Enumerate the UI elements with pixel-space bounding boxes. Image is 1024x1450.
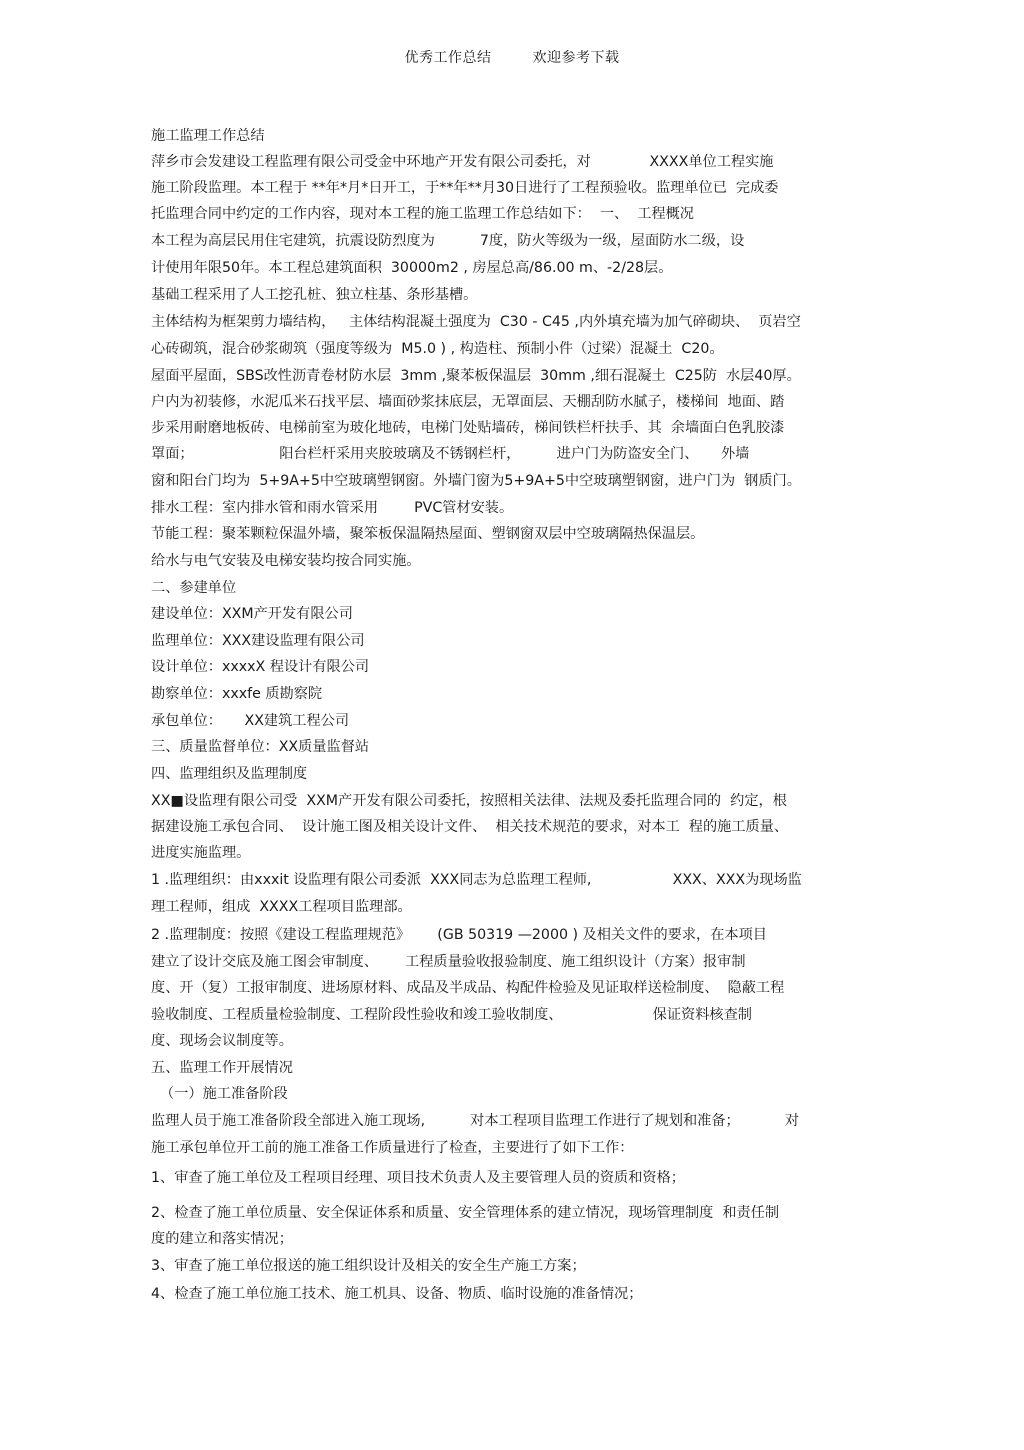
text-line: 屋面平屋面，SBS改性沥青卷材防水层 3mm ,聚苯板保温层 30mm ,细石混凝土 C25防 水层40厚。: [151, 368, 801, 384]
text-line: 1、审查了施工单位及工程项目经理、项目技术负责人及主要管理人员的资质和资格；: [151, 1170, 685, 1186]
text-line: 二、参建单位: [151, 580, 237, 596]
text-line: 度、现场会议制度等。: [151, 1033, 293, 1049]
text-line: 度的建立和落实情况；: [151, 1231, 293, 1247]
text-line: 步采用耐磨地板砖、电梯前室为玻化地砖，电梯门处贴墙砖，梯间铁栏杆扶手、其 余墙面白色乳胶漆: [151, 420, 785, 436]
text-line: 托监理合同中约定的工作内容，现对本工程的施工监理工作总结如下： 一、 工程概况: [151, 206, 694, 222]
text-line: 心砖砌筑，混合砂浆砌筑（强度等级为 M5.0 ) , 构造柱、预制小件（过梁）混凝土 C20。: [151, 341, 724, 357]
text-line: 户内为初装修，水泥瓜米石找平层、墙面砂浆抹底层，无罩面层、天棚刮防水腻子，楼梯间 地面、踏: [151, 394, 785, 410]
text-line: 监理人员于施工准备阶段全部进入施工现场, 对本工程项目监理工作进行了规划和准备； 对: [151, 1113, 800, 1129]
text-line: 据建设施工承包合同、 设计施工图及相关设计文件、 相关技术规范的要求，对本工 程的施工质量、: [151, 819, 789, 835]
header-right-text: 欢迎参考下载: [532, 50, 620, 66]
text-line: 建立了设计交底及施工图会审制度、 工程质量验收报验制度、施工组织设计（方案）报审制: [151, 954, 746, 970]
text-line: 主体结构为框架剪力墙结构， 主体结构混凝土强度为 C30 - C45 ,内外填充墙为加气碎砌块、 页岩空: [151, 314, 801, 330]
text-line: 2 .监理制度：按照《建设工程监理规范》 (GB 50319 —2000 ) 及相关文件的要求，在本项目: [151, 927, 767, 943]
text-line: 施工阶段监理。本工程于 **年*月*日开工，于**年**月30日进行了工程预验收。监理单位已 完成委: [151, 180, 779, 196]
text-line: 设计单位：xxxxX 程设计有限公司: [151, 659, 370, 675]
text-line: 度、开（复）工报审制度、进场原材料、成品及半成品、构配件检验及见证取样送检制度、 隐蔽工程: [151, 980, 785, 996]
text-line: 窗和阳台门均为 5+9A+5中空玻璃塑钢窗。外墙门窗为5+9A+5中空玻璃塑钢窗，进户门为 钢质门。: [151, 473, 801, 489]
text-line: 进度实施监理。: [151, 845, 251, 861]
text-line: 1 .监理组织：由xxxit 设监理有限公司委派 XXX同志为总监理工程师, XXX、XXX为现场监: [151, 872, 802, 888]
text-line: 排水工程：室内排水管和雨水管采用 PVC管材安装。: [151, 500, 514, 516]
text-line: 给水与电气安装及电梯安装均按合同实施。: [151, 553, 421, 569]
text-line: 施工承包单位开工前的施工准备工作质量进行了检查，主要进行了如下工作：: [151, 1140, 634, 1156]
text-line: 3、审查了施工单位报送的施工组织设计及相关的安全生产施工方案；: [151, 1258, 586, 1274]
text-line: 建设单位：XXM产开发有限公司: [151, 606, 353, 622]
document-title: 施工监理工作总结: [151, 128, 265, 144]
text-line: 承包单位： XX建筑工程公司: [151, 713, 350, 729]
text-line: 理工程师，组成 XXXX工程项目监理部。: [151, 899, 412, 915]
header-left-text: 优秀工作总结: [404, 50, 492, 66]
text-line: 五、监理工作开展情况: [151, 1060, 293, 1076]
text-line: （一）施工准备阶段: [151, 1086, 288, 1102]
text-line: 4、检查了施工单位施工技术、施工机具、设备、物质、临时设施的准备情况；: [151, 1286, 643, 1302]
text-line: 监理单位：XXX建设监理有限公司: [151, 633, 365, 649]
text-line: 验收制度、工程质量检验制度、工程阶段性验收和竣工验收制度、 保证资料核查制: [151, 1007, 752, 1023]
text-line: 2、检查了施工单位质量、安全保证体系和质量、安全管理体系的建立情况，现场管理制度 和责任制: [151, 1205, 780, 1221]
text-line: 萍乡市会发建设工程监理有限公司受金中环地产开发有限公司委托，对 XXXX单位工程实施: [151, 154, 774, 170]
page-header: [0, 47, 1024, 67]
text-line: 计使用年限50年。本工程总建筑面积 30000m2 , 房屋总高/86.00 m、-2/28层。: [151, 260, 673, 276]
text-line: 勘察单位：xxxfe 质勘察院: [151, 686, 323, 702]
text-line: 基础工程采用了人工挖孔桩、独立柱基、条形基槽。: [151, 287, 478, 303]
text-line: 三、质量监督单位：XX质量监督站: [151, 739, 370, 755]
text-line: 本工程为高层民用住宅建筑，抗震设防烈度为 7度，防火等级为一级，屋面防水二级，设: [151, 233, 745, 249]
text-line: XX■设监理有限公司受 XXM产开发有限公司委托，按照相关法律、法规及委托监理合同的 约定，根: [151, 793, 787, 809]
text-line: 节能工程：聚苯颗粒保温外墙，聚笨板保温隔热屋面、塑钢窗双层中空玻璃隔热保温层。: [151, 526, 705, 542]
text-line: 四、监理组织及监理制度: [151, 766, 308, 782]
text-line: 罩面； 阳台栏杆采用夹胶玻璃及不锈钢栏杆， 进户门为防盗安全门、 外墙: [151, 446, 750, 462]
